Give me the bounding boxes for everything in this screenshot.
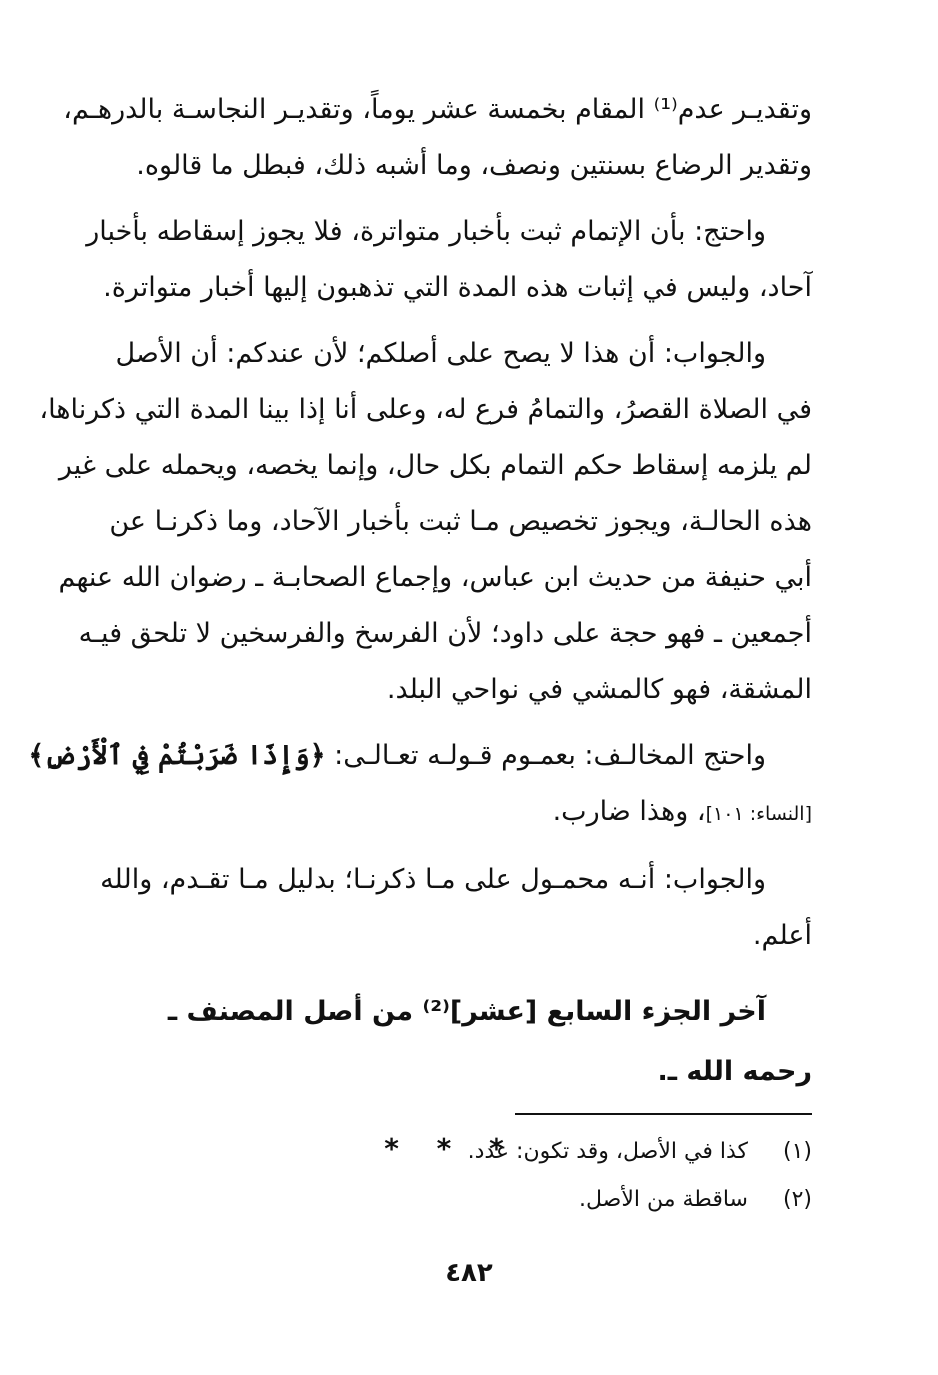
text-line: وتقديـر عدم⁽¹⁾ المقام بخمسة عشر يوماً، وتقديـر النجاسـة بالدرهـم، — [63, 94, 812, 125]
footnote-number: (٢) — [782, 1187, 812, 1212]
text-line: هذه الحالـة، ويجوز تخصيص مـا ثبت بأخبار الآحاد، وما ذكرنـا عن — [109, 506, 812, 537]
paragraph-1 — [63, 82, 812, 194]
text-line: أبي حنيفة من حديث ابن عباس، وإجماع الصحابـة ـ رضوان الله عنهم — [58, 562, 812, 593]
text-line: المشقة، فهو كالمشي في نواحي البلد. — [386, 674, 812, 705]
text-span: واحتج المخالـف: بعمـوم قـولـه تعـالـى: — [334, 740, 766, 771]
footnote-number: (١) — [782, 1139, 812, 1164]
text-line: والجواب: أن هذا لا يصح على أصلكم؛ لأن عندكم: أن الأصل — [115, 338, 766, 369]
page-number: ٤٨٢ — [445, 1258, 493, 1288]
text-line: في الصلاة القصرُ، والتمامُ فرع له، وعلى أنا إذا بينا المدة التي ذكرناها، — [39, 394, 812, 425]
text-line — [90, 784, 812, 842]
paragraph-4 — [28, 728, 812, 842]
text-line: واحتج: بأن الإتمام ثبت بأخبار متواترة، فلا يجوز إسقاطه بأخبار — [86, 216, 766, 247]
text-line: آحاد، وليس في إثبات هذه المدة التي تذهبون إليها أخبار متواترة. — [103, 272, 812, 303]
text-line — [28, 728, 812, 784]
text-line: لم يلزمه إسقاط حكم التمام بكل حال، وإنما يخصه، ويحمله على غير — [58, 450, 812, 481]
footnote-divider — [515, 1113, 812, 1115]
section-closing-heading: آخر الجزء السابع [عشر]⁽²⁾ من أصل المصنف ـ رحمه الله ـ. — [167, 996, 812, 1087]
footnotes — [90, 1128, 812, 1224]
footnote-item — [90, 1176, 812, 1224]
text-line: وتقدير الرضاع بسنتين ونصف، وما أشبه ذلك، فبطل ما قالوه. — [136, 150, 812, 181]
page-body — [28, 82, 812, 1165]
footnote-item — [90, 1128, 812, 1176]
paragraph-3 — [39, 326, 812, 718]
text-line: أعلم. — [752, 920, 812, 951]
text-span: ، وهذا ضارب. — [552, 796, 706, 827]
quran-verse: ﴿وَإِذَا ضَرَبْتُمْ فِي ٱلْأَرْضِ﴾ — [28, 740, 326, 771]
verse-reference: [النساء: ١٠١] — [705, 803, 812, 825]
footnote-text: كذا في الأصل، وقد تكون: عدد. — [467, 1139, 748, 1164]
text-line: والجواب: أنـه محمـول على مـا ذكرنـا؛ بدليل مـا تقـدم، والله — [100, 864, 766, 895]
paragraph-5 — [90, 852, 812, 964]
text-line: أجمعين ـ فهو حجة على داود؛ لأن الفرسخ والفرسخين لا تلحق فيـه — [78, 618, 812, 649]
footnote-text: ساقطة من الأصل. — [578, 1187, 748, 1212]
section-divider-stars: * * * — [384, 1132, 518, 1165]
paragraph-2 — [86, 204, 812, 316]
